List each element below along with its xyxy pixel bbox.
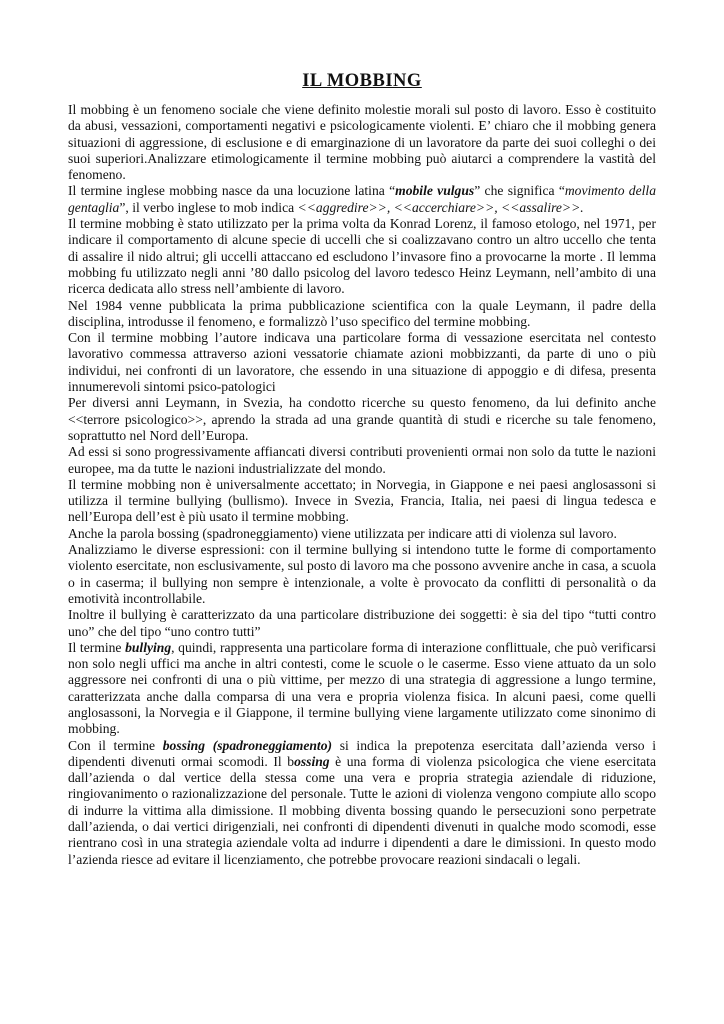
paragraph [68,607,656,640]
document-body [68,102,656,868]
paragraph [68,330,656,395]
text-run: ” che significa “ [474,183,565,199]
text-run: Inoltre il bullying è caratterizzato da una particolare distribuzione dei soggetti: è sia del tipo “tutti contro uno” che del tipo “uno contro tutti” [68,607,656,639]
text-run: Con il termine mobbing l’autore indicava una particolare forma di vessazione esercitata nel contesto lavorativo commessa attraverso azioni vessatorie chiamate azioni mobbizzanti, da parte di uno o più individui, nei confronti di un lavoratore, che essendo in una situazione di appoggio e di difesa, presenta innumerevoli sintomi psico-patologici [68,330,656,395]
text-run: Per diversi anni Leymann, in Svezia, ha condotto ricerche su questo fenomeno, da lui definito anche <<terrore psicologico>>, aprendo la strada ad una grande quantità di studi e ricerche su tale fenomeno, soprattutto nel Nord dell’Europa. [68,395,656,443]
paragraph [68,183,656,216]
text-run: Il termine mobbing non è universalmente accettato; in Norvegia, in Giappone e nei paesi anglosassoni si utilizza il termine bullying (bullismo). Invece in Svezia, Francia, Italia, nei paesi di lingua tedesca e nell’Europa dell’est è più usato il termine mobbing. [68,476,656,525]
paragraph [68,477,656,526]
text-run: è una forma di violenza psicologica che viene esercitata dall’azienda o dal vertice della stessa come una vera e propria strategia aziendale di riduzione, ringiovanimento o razionalizzazione del personale. Tutte le azioni di violenza vengono compiute allo scopo di indurre la vittima alla dimissione. Il mobbing diventa bossing quando le persecuzioni sono perpetrate dall’azienda, o dai vertici dirigenziali, nei confronti di dipendenti divenuti in qualche modo scomodi, esse rientrano così in una strategia aziendale volta ad indurre i dipendenti a dare le dimissioni. In questo modo l’azienda riesce ad evitare il licenziamento, che potrebbe provocare reazioni sindacali o legali. [68,753,656,867]
paragraph [68,640,656,738]
text-run: si indica la prepotenza esercitata dall’azienda verso i dipendenti divenuti ormai scomodi. Il b [68,737,657,769]
paragraph [68,444,656,477]
text-run: , quindi, rappresenta una particolare forma di interazione conflittuale, che può verificarsi non solo negli uffici ma anche in altri contesti, come le scuole o le caserme. Esso viene attuato da un solo aggressore nei confronti di una o più vittime, per mezzo di una strategia di aggressione a lungo termine, caratterizzata anche dalla comparsa di una vera e propria violenza fisica. In alcuni paesi, come quelli anglosassoni, la Norvegia e il Giappone, il termine bullying viene largamente utilizzato come sinonimo di mobbing. [68,639,657,737]
text-run: ”, il verbo inglese to mob indica [119,199,298,215]
emphasized-text: bullying [125,639,172,655]
text-run: Ad essi si sono progressivamente affiancati diversi contributi provenienti ormai non solo da tutte le nazioni europee, ma da tutte le nazioni industrializzate del mondo. [68,444,656,476]
text-run: Il termine inglese mobbing nasce da una locuzione latina “ [68,183,396,199]
document-page [68,70,656,868]
paragraph [68,216,656,297]
text-run: Il termine [68,639,126,655]
text-run: Analizziamo le diverse espressioni: con il termine bullying si intendono tutte le forme di comportamento violento esercitate, non esclusivamente, sul posto di lavoro ma che possono avvenire anche in casa, a scuola o in caserma; il bullying non sempre è intenzionale, a volte è provocato da conflitti di personalità o da emotività incontrollabile. [68,542,656,606]
paragraph [68,395,656,444]
paragraph [68,542,656,607]
emphasized-text: mobile vulgus [395,183,475,199]
text-run: Il mobbing è un fenomeno sociale che viene definito molestie morali sul posto di lavoro. Esso è costituito da abusi, vessazioni, comportamenti negativi e psicologicamente violenti. E’ chiaro che il mobbing genera situazioni di aggressione, di esclusione e di emarginazione di un lavoratore da parte dei suoi colleghi o dei suoi superiori.Analizzare etimologicamente il termine mobbing può aiutarci a comprendere la vastità del fenomeno. [68,102,656,183]
paragraph [68,738,656,868]
paragraph [68,526,656,542]
text-run: Anche la parola bossing (spadroneggiamento) viene utilizzata per indicare atti di violenza sul lavoro. [68,525,617,541]
paragraph [68,298,656,331]
emphasized-text: <<aggredire>>, <<accerchiare>>, <<assalire>>. [297,199,584,215]
text-run: Nel 1984 venne pubblicata la prima pubblicazione scientifica con la quale Leymann, il padre della disciplina, introdusse il fenomeno, e formalizzò l’uso specifico del termine mobbing. [68,297,656,329]
emphasized-text: movimento della gentaglia [68,183,656,215]
text-run: Il termine mobbing è stato utilizzato per la prima volta da Konrad Lorenz, il famoso etologo, nel 1971, per indicare il comportamento di alcune specie di uccelli che si coalizzavano contro un altro uccello che tenta di assalire il nido altrui; gli uccelli attaccano ed escludono l’invasore fino a provocarne la morte . Il lemma mobbing fu utilizzato negli anni ’80 dallo psicolog del lavoro tedesco Heinz Leymann, nell’ambito di una ricerca dedicata allo stress nell’ambiente di lavoro. [68,216,656,297]
emphasized-text: ossing [294,753,330,769]
document-title: IL MOBBING [302,71,422,91]
paragraph [68,102,656,183]
text-run: Con il termine [68,737,163,753]
emphasized-text: bossing (spadroneggiamento) [162,737,333,753]
